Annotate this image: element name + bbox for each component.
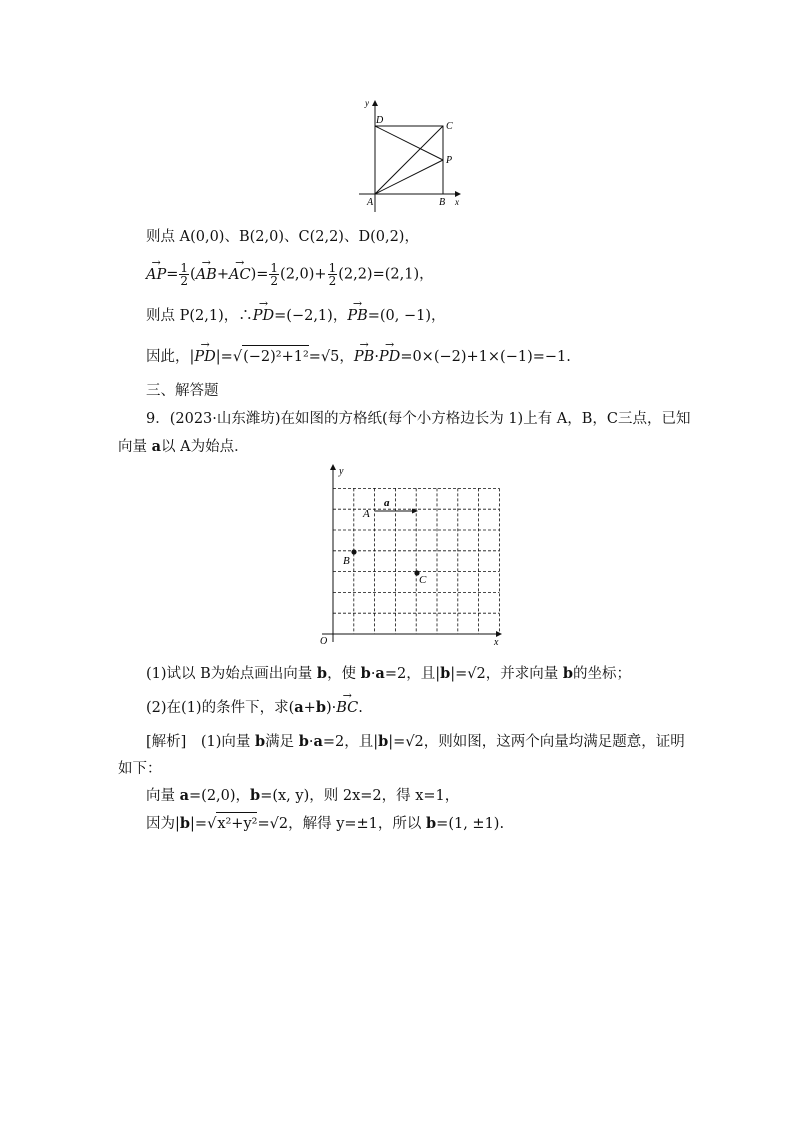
- text-fragment: 因为|: [146, 816, 180, 832]
- frac-num: 1: [180, 261, 189, 275]
- text-fragment: =0×(−2)+1×(−1)=−1.: [400, 349, 571, 365]
- bold-a: a: [151, 438, 162, 455]
- segment-AP: [375, 160, 443, 194]
- frac-den: 2: [328, 274, 337, 288]
- frac-num: 1: [328, 261, 337, 275]
- fig2-x-label: x: [494, 637, 499, 648]
- solution-line-1: [146, 731, 685, 753]
- question-9-line-2: [118, 436, 249, 458]
- text-fragment: 因此，|: [146, 349, 195, 365]
- radicand: (−2)²+1²: [242, 345, 309, 368]
- segment-AC: [375, 126, 443, 194]
- text-fragment: =2，且|: [322, 734, 379, 750]
- segment-DP: [375, 126, 443, 160]
- fig1-label-C: C: [446, 121, 453, 132]
- bold-b: b: [360, 665, 371, 682]
- vec-PD-2: → PD: [194, 346, 215, 368]
- fraction-half-2: [269, 262, 279, 287]
- figure-grid-diagram: [312, 462, 506, 648]
- bold-a: a: [294, 699, 304, 716]
- vec-PD-3: → PD: [379, 346, 400, 368]
- text-line-P: [146, 305, 446, 327]
- fig1-label-A: A: [367, 197, 374, 208]
- fig1-y-label: y: [365, 98, 369, 108]
- vec-BC: → BC: [336, 697, 358, 719]
- dot: ·: [370, 666, 376, 682]
- vec-PD: → PD: [253, 305, 274, 327]
- text-fragment: =(−2,1)，: [274, 308, 348, 324]
- bold-b: b: [562, 665, 573, 682]
- text-fragment: [解析] (1)向量: [146, 734, 255, 750]
- text-fragment: =(0, −1)，: [367, 308, 446, 324]
- text-fragment: =√5，: [308, 349, 354, 365]
- bold-b: b: [440, 665, 451, 682]
- text-fragment: |=√: [190, 816, 217, 832]
- text-fragment: 向量: [118, 439, 152, 455]
- fig2-label-vec-a: a: [384, 497, 390, 509]
- vec-AP: → AP: [146, 264, 166, 286]
- text-fragment: |=√2，并求向量: [450, 666, 563, 682]
- text-fragment: 则点 P(2,1)，∴: [146, 308, 253, 324]
- bold-a: a: [179, 787, 190, 804]
- text-fragment: =(2,0)，: [189, 788, 251, 804]
- point-B: [351, 549, 356, 554]
- solution-line-3: [146, 785, 459, 807]
- bold-b: b: [254, 733, 266, 750]
- text-fragment: )·: [325, 700, 337, 716]
- bold-a: a: [313, 733, 323, 750]
- bold-b: b: [298, 733, 309, 750]
- text-fragment: |=√2，则如图，这两个向量均满足题意，证明: [388, 734, 685, 750]
- period: .: [358, 700, 363, 716]
- fig1-label-B: B: [439, 197, 446, 208]
- section-heading: 三、解答题: [146, 383, 219, 399]
- text-fragment: =√2，解得 y=±1，所以: [257, 816, 427, 832]
- text-fragment: |=√: [215, 349, 243, 365]
- vec-PB: → PB: [347, 305, 367, 327]
- frac-den: 2: [270, 274, 279, 288]
- dot: ·: [374, 349, 379, 365]
- text-line-AP: [146, 262, 434, 287]
- fig1-label-P: P: [446, 155, 453, 166]
- bold-b: b: [315, 699, 326, 716]
- part-1: [146, 663, 631, 685]
- figure-square-diagram: [355, 96, 475, 214]
- solution-line-4: [146, 812, 504, 835]
- fig1-x-label: x: [455, 197, 459, 207]
- paren-open: (: [190, 266, 196, 283]
- text-fragment: 的坐标；: [572, 666, 631, 682]
- bold-b: b: [378, 733, 389, 750]
- radicand: x²+y²: [216, 812, 257, 835]
- fraction-half: [179, 262, 189, 287]
- frac-num: 1: [270, 261, 279, 275]
- eq-sign: =: [166, 266, 179, 283]
- fig2-origin-label: O: [320, 636, 328, 647]
- frac-den: 2: [180, 274, 189, 288]
- part-2: [146, 697, 363, 719]
- fig2-label-C: C: [419, 574, 427, 586]
- bold-b: b: [250, 787, 261, 804]
- bold-a: a: [375, 665, 385, 682]
- text-fragment: ，使: [327, 666, 361, 682]
- question-9-line-1: 9．(2023·山东潍坊)在如图的方格纸(每个小方格边长为 1)上有 A，B，C三点，已知: [146, 411, 691, 427]
- text-fragment: 向量: [146, 788, 180, 804]
- y-axis-arrow: [372, 100, 378, 106]
- dot: ·: [308, 734, 314, 750]
- bold-b: b: [179, 815, 191, 832]
- bold-b: b: [316, 665, 328, 682]
- plus: +: [303, 700, 316, 716]
- bold-b: b: [426, 815, 437, 832]
- vec-AC: → AC: [229, 264, 251, 286]
- text-fragment: =2，且|: [384, 666, 441, 682]
- plus-sign: +: [216, 266, 229, 283]
- paren-close-eq: )=: [250, 266, 269, 283]
- text-fragment: =(1, ±1).: [436, 816, 505, 832]
- fig2-label-B: B: [343, 555, 350, 567]
- vec-AB: → AB: [196, 264, 217, 286]
- text-fragment: =(x, y)，则 2x=2，得 x=1，: [260, 788, 460, 804]
- text-fragment: 以 A为始点．: [161, 439, 249, 455]
- fraction-half-3: [328, 262, 338, 287]
- solution-line-2: 如下：: [118, 761, 162, 777]
- fig2-label-A: A: [363, 508, 370, 520]
- text-line-conclusion: [146, 345, 571, 368]
- text-fragment: 满足: [265, 734, 299, 750]
- vec-PB-2: → PB: [354, 346, 374, 368]
- text-line-points: 则点 A(0,0)、B(2,0)、C(2,2)、D(0,2)，: [146, 229, 419, 245]
- text-fragment: (2)在(1)的条件下，求(: [146, 700, 295, 716]
- fig2-y-label: y: [339, 466, 344, 477]
- fig1-label-D: D: [376, 115, 384, 126]
- term-1: (2,0)+: [280, 266, 327, 283]
- fig2-y-axis-arrow: [330, 464, 336, 470]
- text-fragment: (1)试以 B为始点画出向量: [146, 666, 317, 682]
- term-2: (2,2)=(2,1)，: [338, 266, 434, 283]
